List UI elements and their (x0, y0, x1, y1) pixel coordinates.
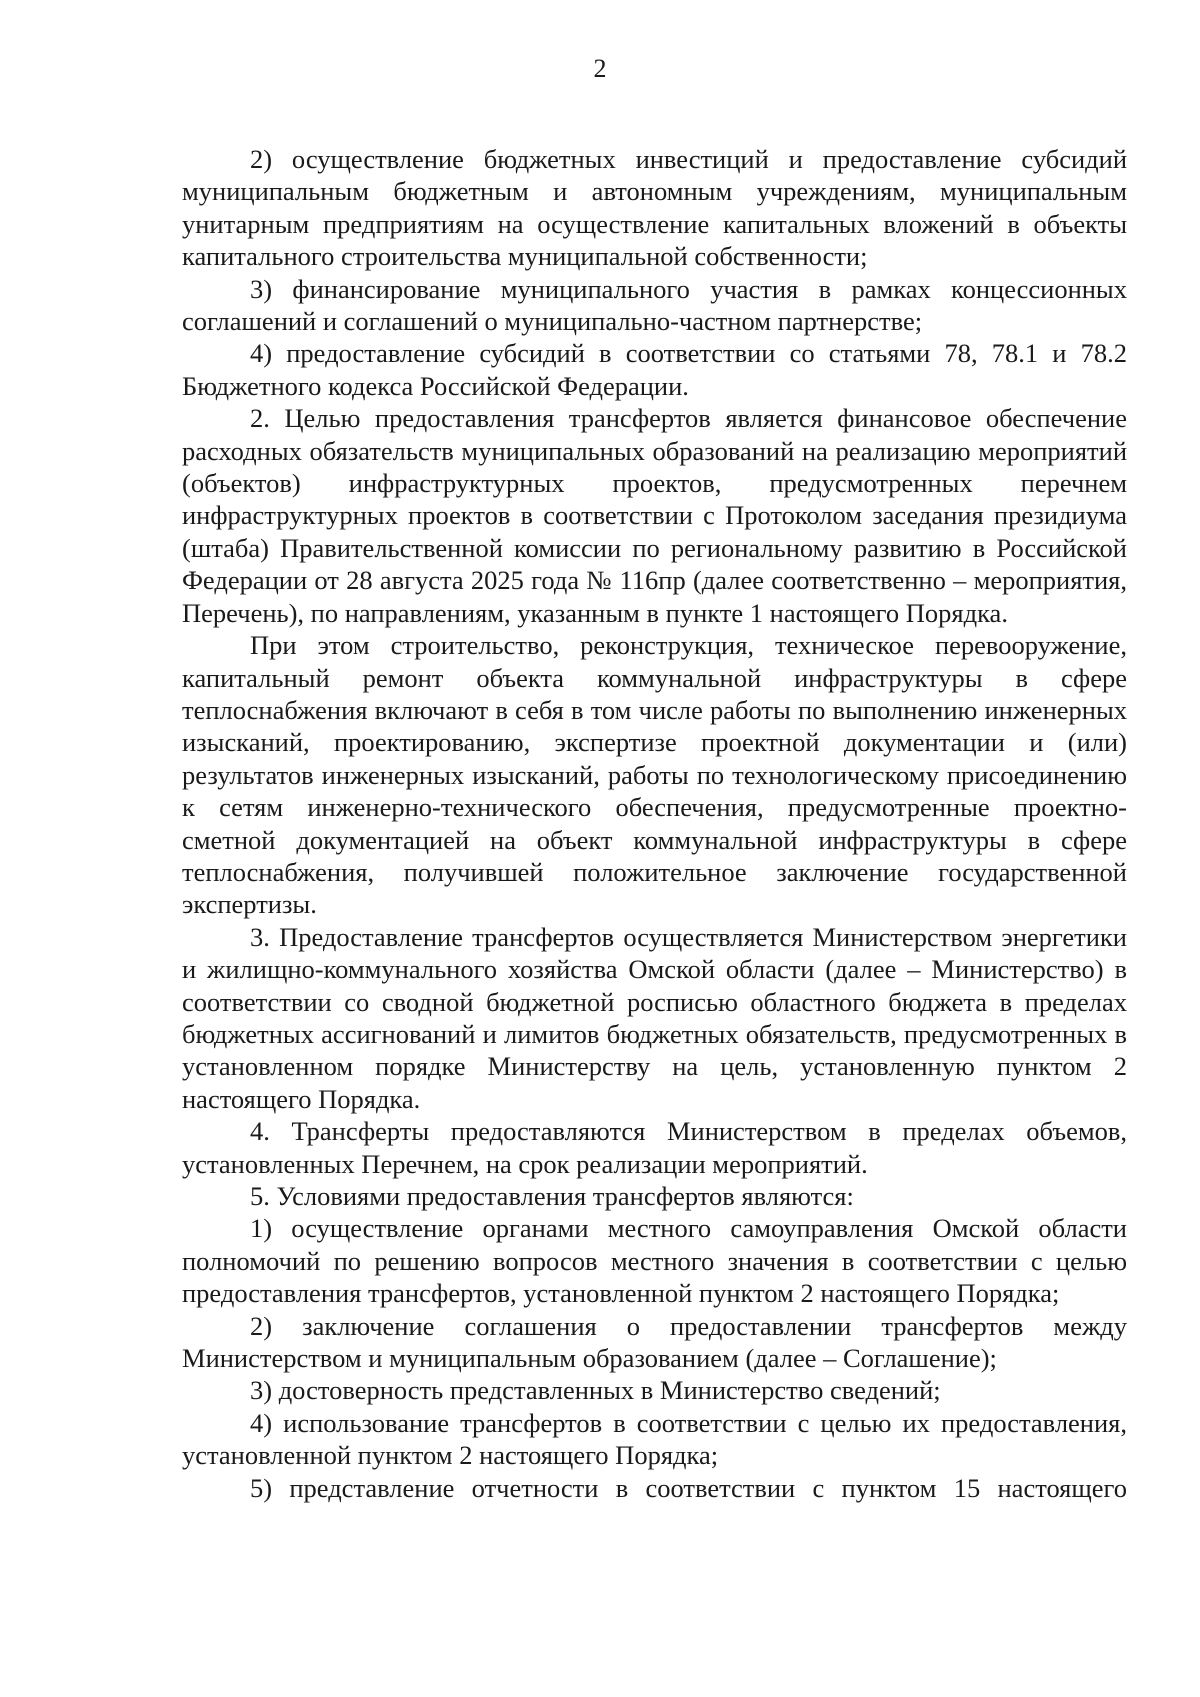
paragraph-condition-4: 4) использование трансфертов в соответствии с целью их предоставления, установленной пунктом 2 настоящего Порядка; (182, 1407, 1127, 1471)
paragraph-item-4-subsidies: 4) предоставление субсидий в соответствии со статьями 78, 78.1 и 78.2 Бюджетного кодекса Российской Федерации. (182, 338, 1127, 401)
paragraph-condition-3: 3) достоверность представленных в Министерство сведений; (250, 1375, 941, 1406)
document-body (182, 143, 1127, 1504)
paragraph-clause-3-ministry: 3. Предоставление трансфертов осуществляется Министерством энергетики и жилищно-коммунального хозяйства Омской области (далее – Министерство) в соответствии со сводной бюджетной росписью областного бюджета в пределах бюджетных ассигнований и лимитов бюджетных обязательств, предусмотренных в установленном порядке Министерству на цель, установленную пунктом 2 настоящего Порядка. (182, 921, 1127, 1114)
paragraph-condition-2: 2) заключение соглашения о предоставлении трансфертов между Министерством и муниципальным образованием (далее – Соглашение); (182, 1310, 1127, 1374)
paragraph-clause-2-purpose: 2. Целью предоставления трансфертов является финансовое обеспечение расходных обязательств муниципальных образований на реализацию мероприятий (объектов) инфраструктурных проектов, предусмотренных перечнем инфраструктурных проектов в соответствии с Протоколом заседания президиума (штаба) Правительственной комиссии по региональному развитию в Российской Федерации от 28 августа 2025 года № 116пр (далее соответственно – мероприятия, Перечень), по направлениям, указанным в пункте 1 настоящего Порядка. (182, 403, 1127, 628)
paragraph-clause-5-conditions: 5. Условиями предоставления трансфертов являются: (250, 1181, 854, 1211)
page-number: 2 (593, 54, 607, 83)
paragraph-condition-1: 1) осуществление органами местного самоуправления Омской области полномочий по решению вопросов местного значения в соответствии с целью предоставления трансфертов, установленной пунктом 2 настоящего Порядка; (182, 1213, 1127, 1309)
paragraph-condition-5: 5) представление отчетности в соответствии с пунктом 15 настоящего (250, 1472, 1127, 1503)
paragraph-clause-4-limits: 4. Трансферты предоставляются Министерством в пределах объемов, установленных Перечнем, на срок реализации мероприятий. (182, 1116, 1127, 1179)
paragraph-heat-supply-works: При этом строительство, реконструкция, техническое перевооружение, капитальный ремонт объекта коммунальной инфраструктуры в сфере теплоснабжения включают в себя в том числе работы по выполнению инженерных изысканий, проектированию, экспертизе проектной документации и (или) результатов инженерных изысканий, работы по технологическому присоединению к сетям инженерно-технического обеспечения, предусмотренные проектно-сметной документацией на объект коммунальной инфраструктуры в сфере теплоснабжения, получившей положительное заключение государственной экспертизы. (182, 630, 1127, 920)
paragraph-item-3-concession-financing: 3) финансирование муниципального участия в рамках концессионных соглашений и соглашений о муниципально-частном партнерстве; (182, 273, 1127, 337)
paragraph-item-2-budget-investments: 2) осуществление бюджетных инвестиций и предоставление субсидий муниципальным бюджетным и автономным учреждениям, муниципальным унитарным предприятиям на осуществление капитальных вложений в объекты капитального строительства муниципальной собственности; (182, 144, 1127, 272)
